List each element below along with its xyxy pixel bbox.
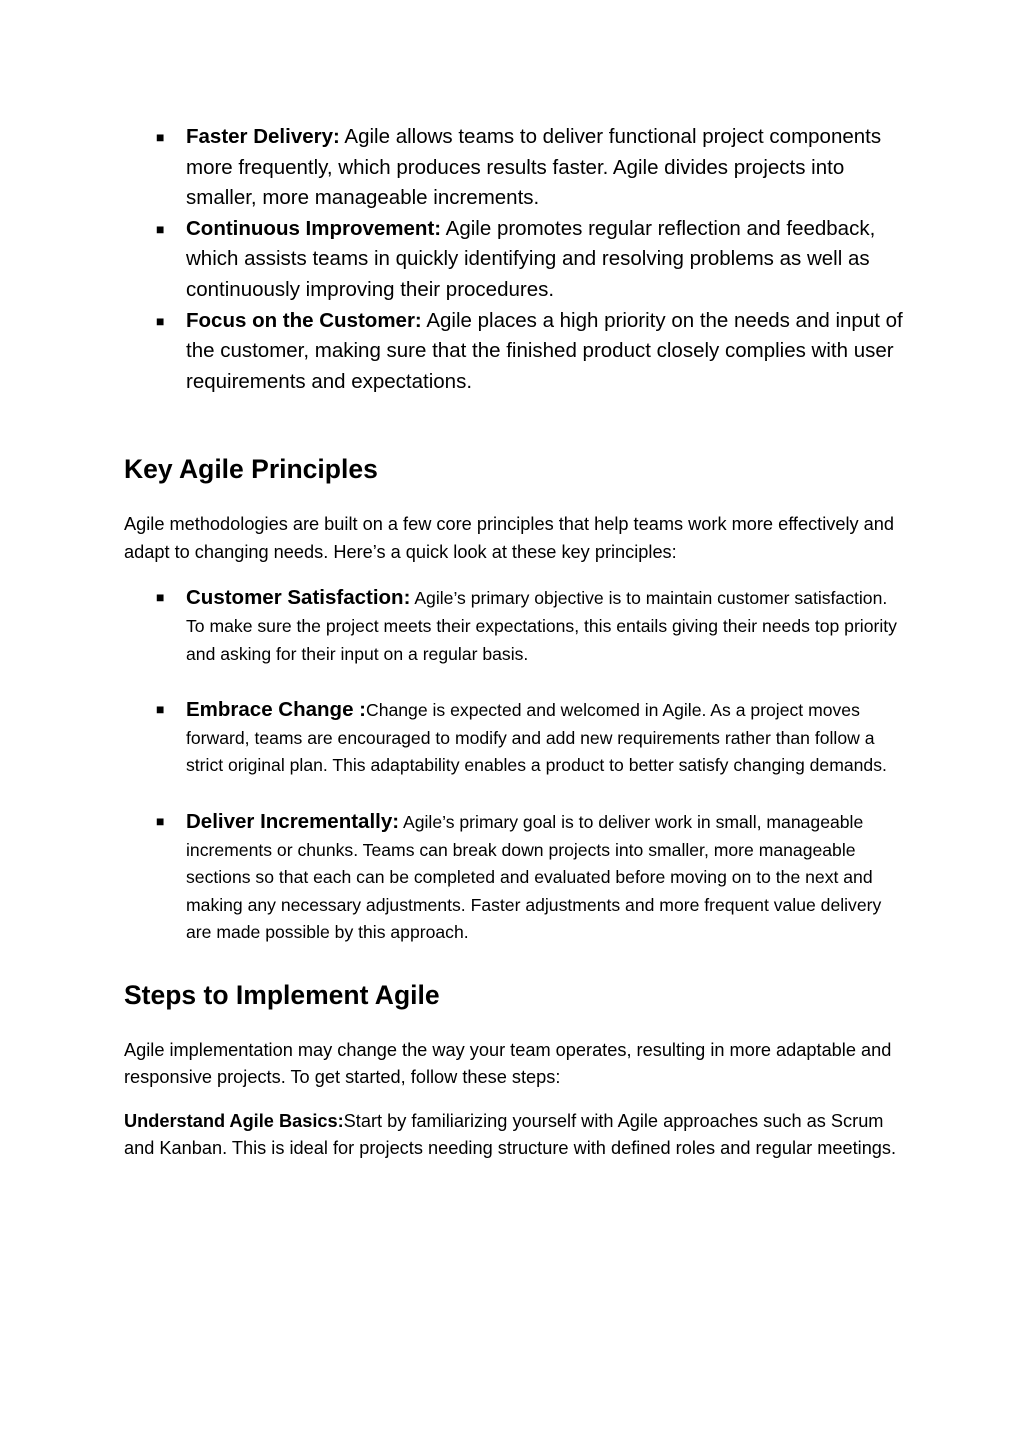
list-item: [156, 214, 904, 306]
list-item-text: Change is expected and welcomed in Agile. As a project moves forward, teams are encouraged to modify and add new requirements rather than follow a strict original plan. This adaptability enables a product to better satisfy changing demands.: [186, 700, 887, 776]
step-lead: Understand Agile Basics:: [124, 1110, 344, 1131]
list-item-text: Agile’s primary goal is to deliver work in small, manageable increments or chunks. Teams can break down projects into smaller, more manageable sections so that each can be completed and evaluated before moving on to the next and making any necessary adjustments. Faster adjustments and more frequent value delivery are made possible by this approach.: [186, 811, 882, 943]
square-bullet-icon: ■: [156, 589, 165, 606]
list-item: [156, 122, 904, 214]
principles-list: [124, 584, 904, 947]
list-item-lead: Deliver Incrementally:: [186, 809, 400, 833]
document-content: [124, 122, 904, 1163]
list-item-text: Agile’s primary objective is to maintain customer satisfaction. To make sure the project meets their expectations, this entails giving their needs top priority and asking for their input on a regular basis.: [186, 588, 897, 664]
list-item: [156, 584, 904, 668]
list-item-lead: Continuous Improvement:: [186, 216, 442, 240]
list-item-lead: Focus on the Customer:: [186, 308, 422, 332]
list-item-lead: Customer Satisfaction:: [186, 586, 411, 610]
list-item: [156, 808, 904, 947]
square-bullet-icon: ■: [156, 129, 165, 145]
list-item-text: Agile allows teams to deliver functional project components more frequently, which produces results faster. Agile divides projects into smaller, more manageable increments.: [186, 125, 882, 210]
square-bullet-icon: ■: [156, 701, 165, 718]
square-bullet-icon: ■: [156, 312, 165, 329]
list-item-text: Agile places a high priority on the needs and input of the customer, making sure that the finished product closely complies with user requirements and expectations.: [186, 308, 903, 393]
square-bullet-icon: ■: [156, 812, 165, 829]
list-item-text: Agile promotes regular reflection and feedback, which assists teams in quickly identifying and resolving problems as well as continuously improving their procedures.: [186, 216, 876, 301]
list-item-lead: Embrace Change :: [186, 698, 366, 722]
steps-intro: Agile implementation may change the way your team operates, resulting in more adaptable and responsive projects. To get started, follow these steps:: [124, 1039, 892, 1088]
section-heading-principles: Key Agile Principles: [124, 454, 378, 485]
benefits-list: [124, 122, 904, 397]
list-item: [156, 696, 904, 780]
step-text: Start by familiarizing yourself with Agile approaches such as Scrum and Kanban. This is ideal for projects needing structure with defined roles and regular meetings.: [124, 1110, 897, 1159]
step-understand-basics: [124, 1108, 904, 1163]
list-item: [156, 306, 904, 398]
list-item-lead: Faster Delivery:: [186, 125, 340, 148]
square-bullet-icon: ■: [156, 220, 165, 237]
section-heading-steps: Steps to Implement Agile: [124, 979, 440, 1010]
principles-intro: Agile methodologies are built on a few core principles that help teams work more effectively and adapt to changing needs. Here’s a quick look at these key principles:: [124, 514, 895, 562]
